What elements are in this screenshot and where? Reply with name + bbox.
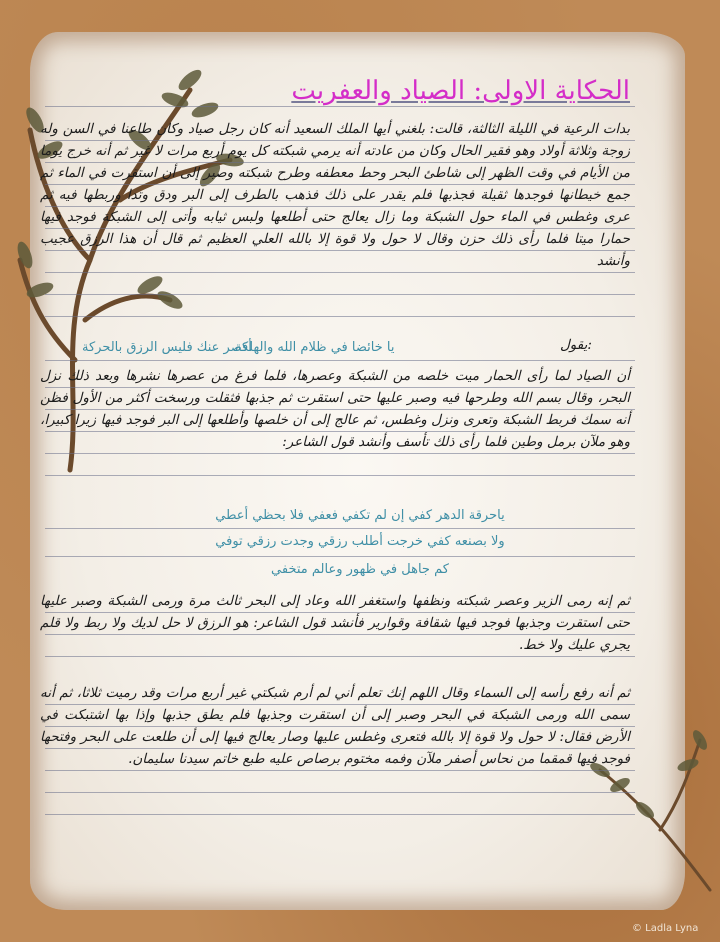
ruled-line [45,316,635,317]
ruled-line [45,453,635,454]
story-title: الحكاية الاولى: الصياد والعفريت [291,76,630,106]
paragraph-fourth-cast: ثم أنه رفع رأسه إلى السماء وقال اللهم إنك تعلم أني لم أرم شبكتي غير أربع مرات وقد رميت ثلاثا، ثم أنه سمى الله ورمى الشبكة في البحر وصبر إلى أن استقرت وجذبها فلم يطق جذبها وإذا بها اشتبكت في الأرض فقال: لا حول ولا قوة إلا بالله فتعرى وغطس عليها وصار يعالج فيها إلى أن طلعت على البحر وفتحها فوجد فيها قمقما من نحاس أصفر ملآن وفمه مختوم برصاص عليه طبع خاتم سيدنا سليمان. [40,685,630,767]
ruled-line [45,360,635,361]
ruled-line [45,528,635,529]
ruled-line [45,792,635,793]
ruled-line [45,556,635,557]
paragraph-third-cast: ثم إنه رمى الزير وعصر شبكته ونظفها واستغفر الله وعاد إلى البحر ثالث مرة ورمى الشبكة وصبر عليها حتى استقرت وجذبها فوجد فيها شقافة وقوارير فأنشد قول الشاعر: هو الرزق لا حل لديك ولا ربط ولا قلم يجري عليك ولا خط. [40,593,630,653]
poem-line: ياحرقة الدهر كفي إن لم تكفي فعفي فلا بحظي أعطي [215,508,505,523]
watermark: © Ladla Lyna [632,923,699,934]
ruled-line [45,294,635,295]
paragraph-second-cast: أن الصياد لما رأى الحمار ميت خلصه من الشبكة وعصرها، فلما فرغ من عصرها نشرها وبعد ذلك نزل البحر، وقال بسم الله وطرحها فيه وصبر عليها حتى استقرت ثم جذبها فثقلت ورسخت أكثر من الأول فظن أنه سمك فربط الشبكة وتعرى ونزل وغطس، ثم عالج إلى أن خلصها وأطلعها إلى البر فوجد فيها زيرا كبيرا، وهو ملآن برمل وطين فلما رأى ذلك تأسف وأنشد قول الشاعر: [40,368,630,450]
ruled-line [45,272,635,273]
ruled-line [45,475,635,476]
verse-intro-line: أقصر عنك فليس الرزق بالحركة [82,340,252,355]
paragraph-opening: بدات الرعية في الليلة الثالثة، قالت: بلغني أيها الملك السعيد أنه كان رجل صياد وكان طاعنا في السن وله زوجة وثلاثة أولاد وهو فقير الحال وكان من عادته أنه يرمي شبكته كل يوم أربع مرات لا غير ثم أنه خرج يوما من الأيام في وقت الظهر إلى شاطئ البحر وحط معطفه وطرح شبكته وصبر إلى أن استقرت في الماء ثم جمع خيطانها فوجدها ثقيلة فجذبها فلم يقدر على ذلك فذهب بالطرف إلى البر ودق وتدا وربطها فيه ثم عرى وغطس في الماء حول الشبكة وما زال يعالج حتى أطلعها ولبس ثيابه وأتى إلى الشبكة فوجد فيها حمارا ميتا فلما رأى ذلك حزن وقال لا حول ولا قوة إلا بالله العلي العظيم ثم قال أن هذا الرزق عجيب وأنشد [40,121,630,269]
poem-line: ولا بصنعه كفي خرجت أطلب رزقي وجدت رزقي توفي [215,534,505,549]
ruled-line [45,770,635,771]
verse-intro-line: يا خائضا في ظلام الله والهلكة [235,340,395,355]
poem-line: كم جاهل في ظهور وعالم متخفي [271,562,449,577]
ruled-line [45,814,635,815]
verse-intro-label: يقول: [560,337,592,353]
ruled-line [45,106,635,107]
ruled-line [45,656,635,657]
